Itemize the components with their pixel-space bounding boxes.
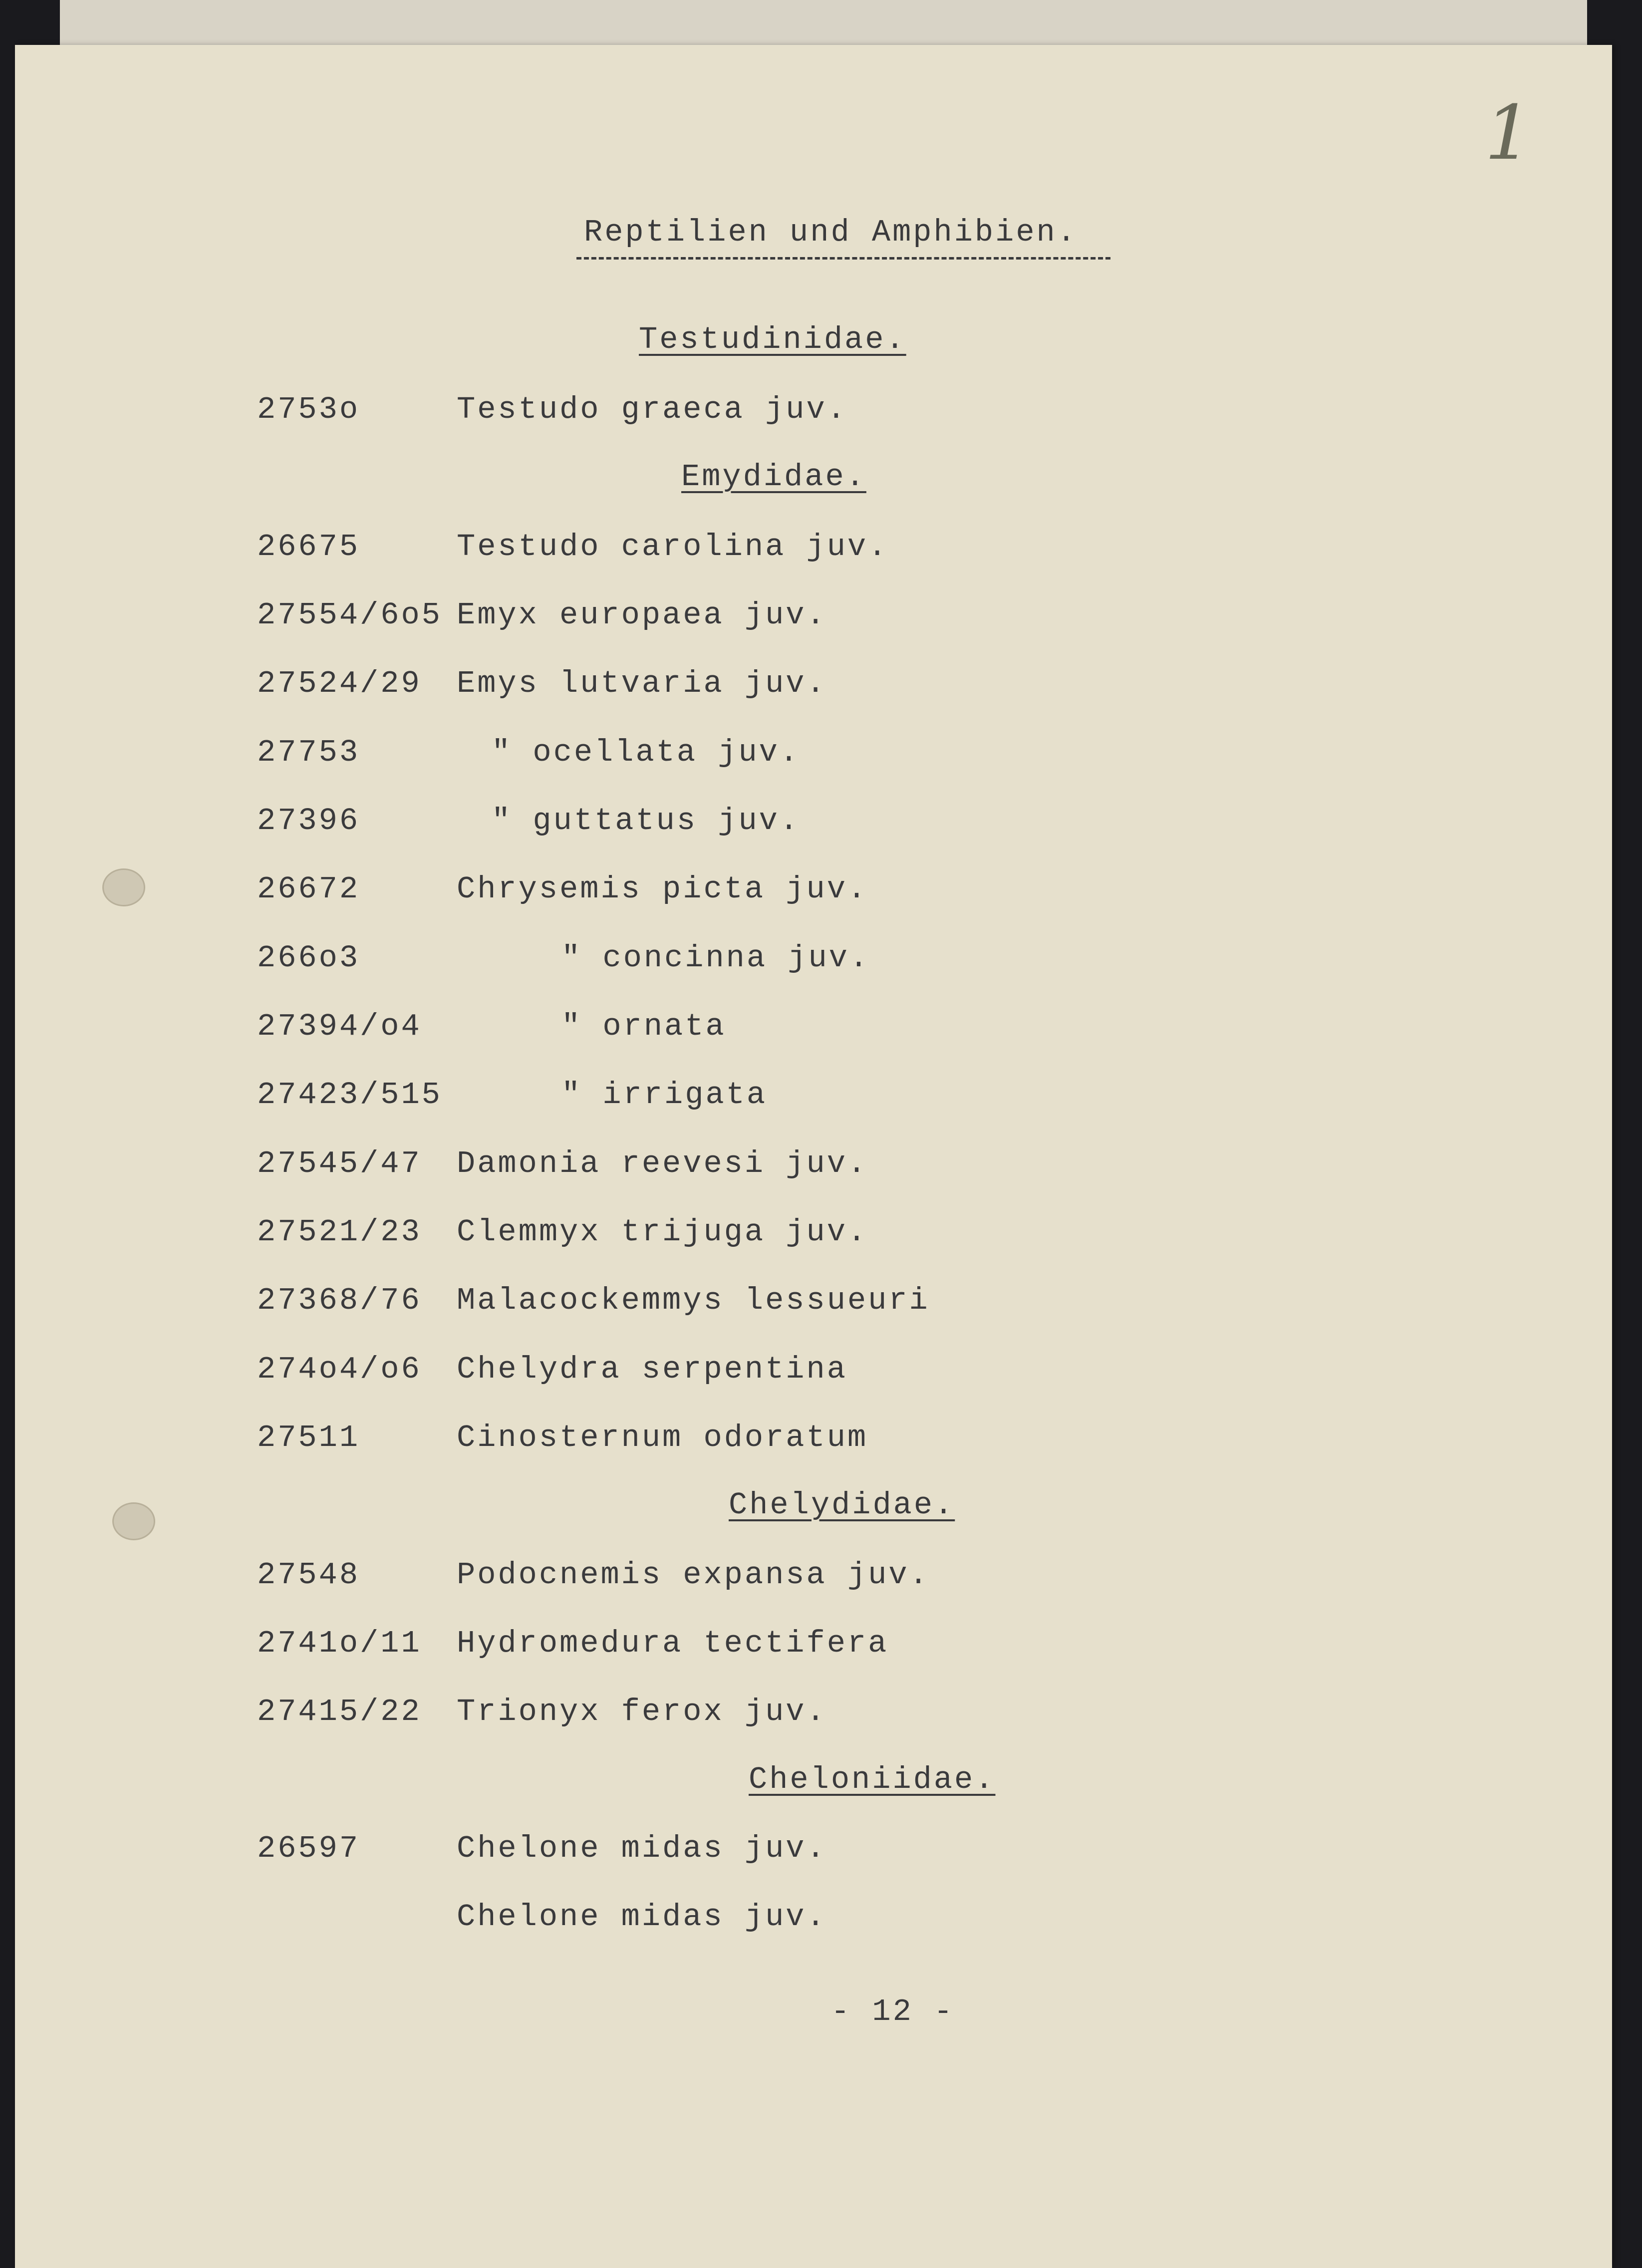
corner-page-mark: 1 (1484, 90, 1532, 177)
species-name: Chelone midas juv. (457, 1831, 827, 1866)
catalog-number: 26672 (257, 871, 360, 907)
title-dashed-rule (576, 257, 1110, 260)
species-name: Hydromedura tectifera (457, 1626, 889, 1661)
species-name: Clemmyx trijuga juv. (457, 1214, 868, 1250)
catalog-number: 27368/76 (257, 1283, 422, 1318)
species-name: Chelydra serpentina (457, 1352, 847, 1387)
species-name: Testudo graeca juv. (457, 392, 847, 427)
species-name: Emys lutvaria juv. (457, 666, 827, 701)
punch-hole-icon (102, 868, 145, 906)
catalog-number: 26597 (257, 1831, 360, 1866)
species-name: Podocnemis expansa juv. (457, 1557, 930, 1593)
page-number: - 12 - (831, 1994, 955, 2029)
species-name: Chelone midas juv. (457, 1899, 827, 1935)
catalog-number: 27423/515 (257, 1077, 442, 1113)
species-name: Malacockemmys lessueuri (457, 1283, 930, 1318)
catalog-number: 27521/23 (257, 1214, 422, 1250)
family-heading-cheloniidae: Cheloniidae. (749, 1762, 996, 1797)
species-name: Damonia reevesi juv. (457, 1146, 868, 1181)
species-name: Cinosternum odoratum (457, 1420, 868, 1455)
species-name: " guttatus juv. (492, 803, 801, 839)
species-name: " ocellata juv. (492, 735, 801, 770)
catalog-number: 274o4/o6 (257, 1352, 422, 1387)
catalog-number: 27554/6o5 (257, 597, 442, 633)
page-title: Reptilien und Amphibien. (584, 215, 1078, 250)
catalog-number: 27396 (257, 803, 360, 839)
catalog-number: 27545/47 (257, 1146, 422, 1181)
catalog-number: 26675 (257, 529, 360, 565)
family-heading-emydidae: Emydidae. (681, 459, 866, 495)
family-heading-testudinidae: Testudinidae. (639, 322, 906, 357)
catalog-number: 27511 (257, 1420, 360, 1455)
catalog-number: 2741o/11 (257, 1626, 422, 1661)
species-name: Chrysemis picta juv. (457, 871, 868, 907)
catalog-number: 2753o (257, 392, 360, 427)
catalog-number: 27548 (257, 1557, 360, 1593)
species-name: " ornata (561, 1009, 726, 1044)
species-name: Testudo carolina juv. (457, 529, 889, 565)
punch-hole-icon (112, 1502, 155, 1540)
species-name: Trionyx ferox juv. (457, 1694, 827, 1729)
family-heading-chelydidae: Chelydidae. (729, 1487, 955, 1523)
catalog-number: 27753 (257, 735, 360, 770)
species-name: " concinna juv. (561, 940, 870, 976)
catalog-number: 27415/22 (257, 1694, 422, 1729)
species-name: " irrigata (561, 1077, 768, 1113)
catalog-number: 266o3 (257, 940, 360, 976)
catalog-number: 27394/o4 (257, 1009, 422, 1044)
species-name: Emyx europaea juv. (457, 597, 827, 633)
catalog-number: 27524/29 (257, 666, 422, 701)
